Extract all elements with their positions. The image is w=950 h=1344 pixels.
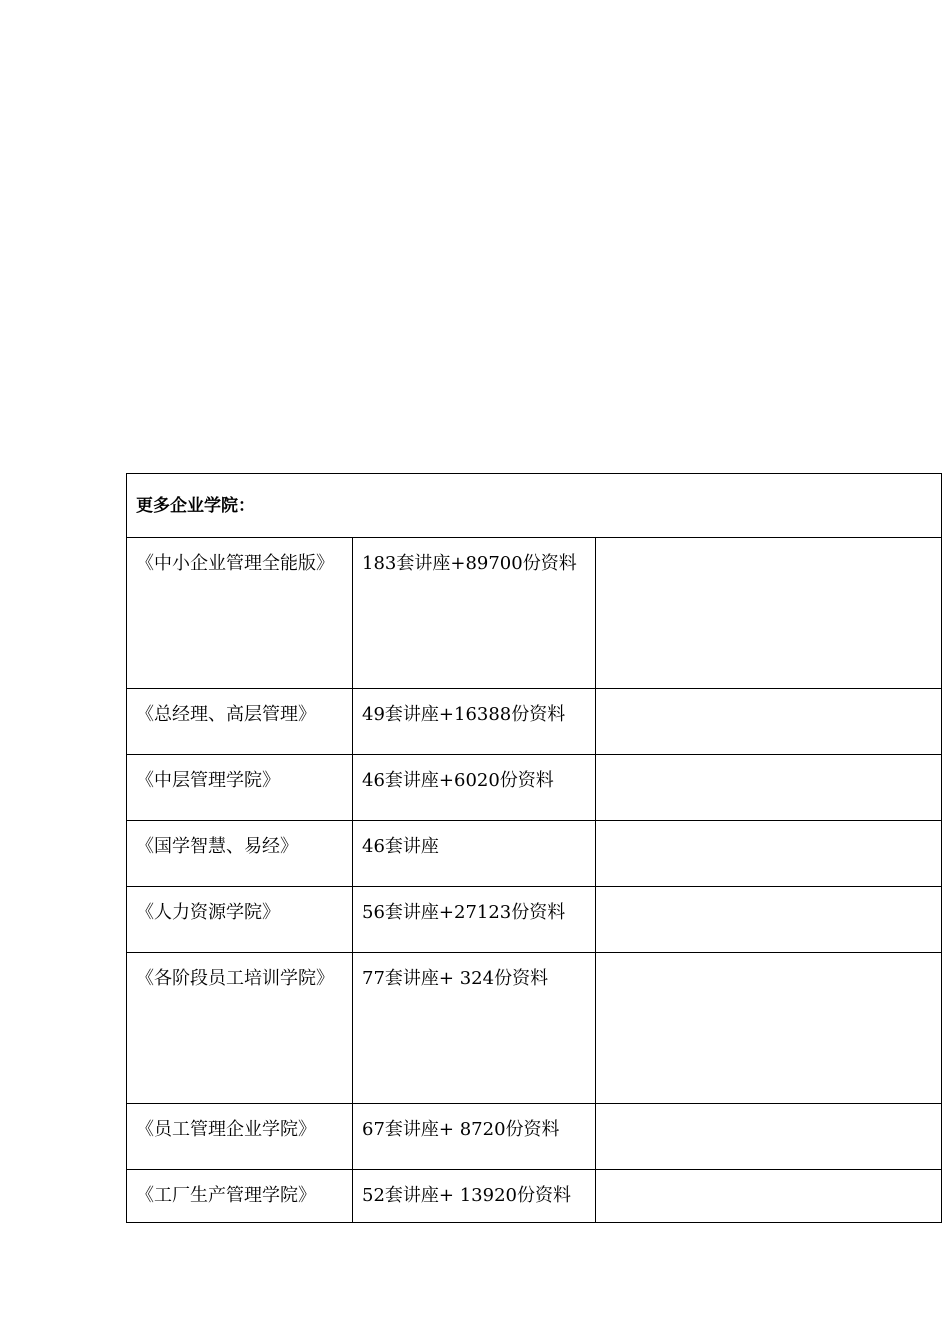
table-row <box>127 953 942 1104</box>
academy-name-cell <box>127 953 353 1104</box>
academy-note-cell <box>596 887 942 953</box>
academy-name-cell <box>127 538 353 689</box>
table-row <box>127 689 942 755</box>
academy-note-cell <box>596 689 942 755</box>
table-row <box>127 755 942 821</box>
academy-table <box>126 473 942 1223</box>
academy-content: 56套讲座+27123份资料 <box>353 887 596 953</box>
academy-note-cell <box>596 953 942 1104</box>
table-row <box>127 1104 942 1170</box>
academy-content-cell <box>353 538 596 689</box>
academy-note-cell <box>596 821 942 887</box>
academy-name: 《工厂生产管理学院》 <box>127 1170 353 1223</box>
table-header: 更多企业学院： <box>127 474 942 538</box>
table-row <box>127 1170 942 1223</box>
academy-name: 《中小企业管理全能版》 <box>136 553 334 574</box>
academy-content: 183套讲座+89700份资料 <box>362 553 577 574</box>
table-row <box>127 821 942 887</box>
academy-content: 52套讲座+ 13920份资料 <box>353 1170 596 1223</box>
table-row <box>127 538 942 689</box>
academy-name: 《国学智慧、易经》 <box>127 821 353 887</box>
academy-name: 《员工管理企业学院》 <box>127 1104 353 1170</box>
academy-note-cell <box>596 755 942 821</box>
academy-name: 《各阶段员工培训学院》 <box>136 968 334 989</box>
academy-content: 77套讲座+ 324份资料 <box>362 968 549 989</box>
academy-name: 《中层管理学院》 <box>127 755 353 821</box>
academy-content: 46套讲座+6020份资料 <box>353 755 596 821</box>
academy-content: 46套讲座 <box>353 821 596 887</box>
academy-content: 49套讲座+16388份资料 <box>353 689 596 755</box>
academy-note-cell <box>596 1170 942 1223</box>
academy-content-cell <box>353 953 596 1104</box>
academy-name: 《总经理、高层管理》 <box>127 689 353 755</box>
academy-content: 67套讲座+ 8720份资料 <box>353 1104 596 1170</box>
academy-note-cell <box>596 1104 942 1170</box>
academy-note-cell <box>596 538 942 689</box>
academy-name: 《人力资源学院》 <box>127 887 353 953</box>
